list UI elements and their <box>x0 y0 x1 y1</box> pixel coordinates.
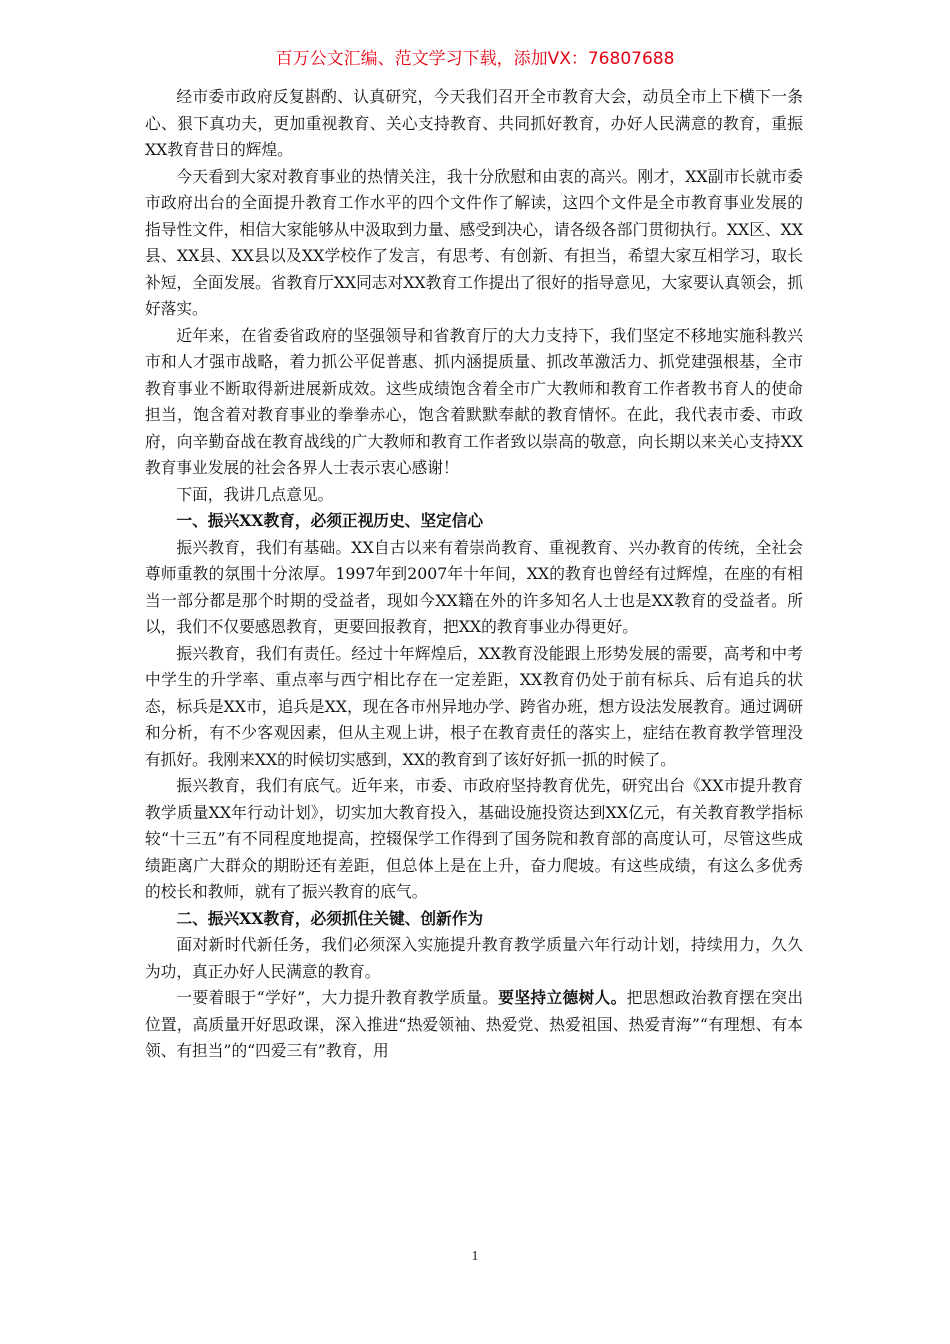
paragraph-foundation: 振兴教育，我们有基础。XX自古以来有着崇尚教育、重视教育、兴办教育的传统，全社会尊师重教的氛围十分浓厚。1997年到2007年十年间，XX的教育也曾经有过辉煌，在座的有相当一部分都是那个时期的受益者，现如今XX籍在外的许多知名人士也是XX教育的受益者。所以，我们不仅要感恩教育，更要回报教育，把XX的教育事业办得更好。 <box>145 537 803 636</box>
paragraph-lead-text: 一要着眼于“学好”，大力提升教育教学质量。 <box>176 988 499 1007</box>
paragraph-intro: 经市委市政府反复斟酌、认真研究，今天我们召开全市教育大会，动员全市上下横下一条心、狠下真功夫，更加重视教育、关心支持教育、共同抓好教育，办好人民满意的教育，重振XX教育昔日的辉煌。 <box>145 87 803 159</box>
header-banner: 百万公文汇编、范文学习下载，添加VX：76807688 <box>275 49 675 69</box>
paragraph-new-era: 面对新时代新任务，我们必须深入实施提升教育教学质量六年行动计划，持续用力，久久为功，真正办好人民满意的教育。 <box>145 935 803 981</box>
section-heading-2: 二、振兴XX教育，必须抓住关键、创新作为 <box>176 908 484 928</box>
document-body <box>145 84 803 1065</box>
paragraph-opinions-intro: 下面，我讲几点意见。 <box>176 484 334 504</box>
paragraph-thanks-attention: 今天看到大家对教育事业的热情关注，我十分欣慰和由衷的高兴。刚才，XX副市长就市委市政府出台的全面提升教育工作水平的四个文件作了解读，这四个文件是全市教育事业发展的指导性文件，相信大家能够从中汲取到力量、感受到决心，请各级各部门贯彻执行。XX区、XX县、XX县、XX县以及XX学校作了发言，有思考、有创新、有担当，希望大家互相学习，取长补短，全面发展。省教育厅XX同志对XX教育工作提出了很好的指导意见，大家要认真领会，抓好落实。 <box>145 166 803 318</box>
paragraph-recent-years: 近年来，在省委省政府的坚强领导和省教育厅的大力支持下，我们坚定不移地实施科教兴市和人才强市战略，着力抓公平促普惠、抓内涵提质量、抓改革激活力、抓党建强根基，全市教育事业不断取得新进展新成效。这些成绩饱含着全市广大教师和教育工作者教书育人的使命担当，饱含着对教育事业的拳拳赤心，饱含着默默奉献的教育情怀。在此，我代表市委、市政府，向辛勤奋战在教育战线的广大教师和教育工作者致以崇高的敬意，向长期以来关心支持XX教育事业发展的社会各界人士表示衷心感谢！ <box>145 325 803 477</box>
paragraph-learn-well <box>145 985 803 1065</box>
paragraph-responsibility: 振兴教育，我们有责任。经过十年辉煌后，XX教育没能跟上形势发展的需要，高考和中考中学生的升学率、重点率与西宁相比存在一定差距，XX教育仍处于前有标兵、后有追兵的状态，标兵是XX市，追兵是XX，现在各市州异地办学、跨省办班，想方设法发展教育。通过调研和分析，有不少客观因素，但从主观上讲，根子在教育责任的落实上，症结在教育教学管理没有抓好。我刚来XX的时候切实感到，XX的教育到了该好好抓一抓的时候了。 <box>145 643 803 769</box>
section-heading-1: 一、振兴XX教育，必须正视历史、坚定信心 <box>176 511 484 530</box>
bold-emphasis: 要坚持立德树人。 <box>498 988 627 1007</box>
page-number: 1 <box>471 1249 479 1264</box>
paragraph-confidence: 振兴教育，我们有底气。近年来，市委、市政府坚持教育优先，研究出台《XX市提升教育教学质量XX年行动计划》，切实加大教育投入，基础设施投资达到XX亿元，有关教育教学指标较“十三五”有不同程度地提高，控辍保学工作得到了国务院和教育部的高度认可，尽管这些成绩距离广大群众的期盼还有差距，但总体上是在上升，奋力爬坡。有这些成绩，有这么多优秀的校长和教师，就有了振兴教育的底气。 <box>145 776 803 901</box>
paragraph-rest-text: 把思想政治教育摆在突出位置，高质量开好思政课，深入推进“热爱领袖、热爱党、热爱祖国、热爱青海”“有理想、有本领、有担当”的“四爱三有”教育，用 <box>145 988 804 1060</box>
